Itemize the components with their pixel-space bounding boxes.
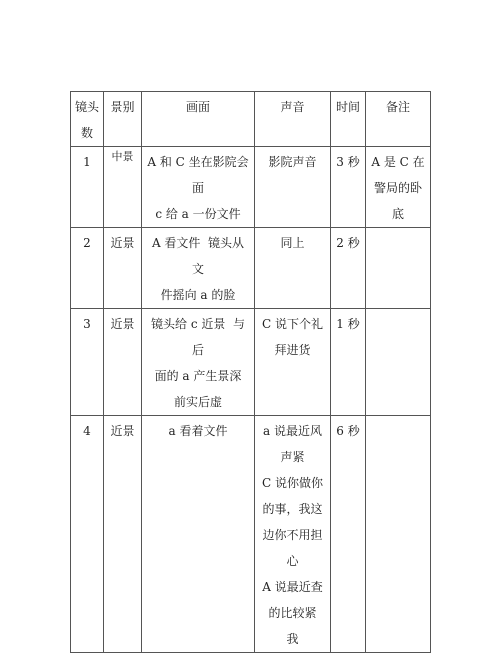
cell-shot: 1 — [71, 147, 104, 228]
cell-scene: 近景 — [104, 416, 142, 653]
header-frame: 画面 — [142, 92, 255, 147]
header-note: 备注 — [366, 92, 431, 147]
cell-note — [366, 309, 431, 416]
cell-time: 2 秒 — [331, 228, 366, 309]
cell-note — [366, 228, 431, 309]
storyboard-table — [70, 91, 431, 653]
cell-frame: A 看文件 镜头从文 件摇向 a 的脸 — [142, 228, 255, 309]
header-sound: 声音 — [255, 92, 331, 147]
header-time: 时间 — [331, 92, 366, 147]
table-row — [71, 416, 431, 653]
table-row — [71, 228, 431, 309]
cell-shot: 2 — [71, 228, 104, 309]
cell-sound: C 说下个礼 拜进货 — [255, 309, 331, 416]
cell-shot: 4 — [71, 416, 104, 653]
cell-scene: 中景 — [104, 147, 142, 228]
cell-scene: 近景 — [104, 309, 142, 416]
header-shot: 镜头 数 — [71, 92, 104, 147]
cell-note: A 是 C 在 警局的卧 底 — [366, 147, 431, 228]
cell-sound: a 说最近风 声紧 C 说你做你 的事，我这 边你不用担 心 A 说最近查 的比较紧 我 — [255, 416, 331, 653]
cell-scene: 近景 — [104, 228, 142, 309]
cell-note — [366, 416, 431, 653]
cell-frame: 镜头给 c 近景 与后 面的 a 产生景深 前实后虚 — [142, 309, 255, 416]
cell-frame: a 看着文件 — [142, 416, 255, 653]
cell-sound: 同上 — [255, 228, 331, 309]
cell-sound: 影院声音 — [255, 147, 331, 228]
cell-shot: 3 — [71, 309, 104, 416]
table-row — [71, 309, 431, 416]
table-header-row — [71, 92, 431, 147]
table-row — [71, 147, 431, 228]
header-scene: 景别 — [104, 92, 142, 147]
cell-time: 3 秒 — [331, 147, 366, 228]
cell-time: 1 秒 — [331, 309, 366, 416]
cell-time: 6 秒 — [331, 416, 366, 653]
cell-frame: A 和 C 坐在影院会面 c 给 a 一份文件 — [142, 147, 255, 228]
